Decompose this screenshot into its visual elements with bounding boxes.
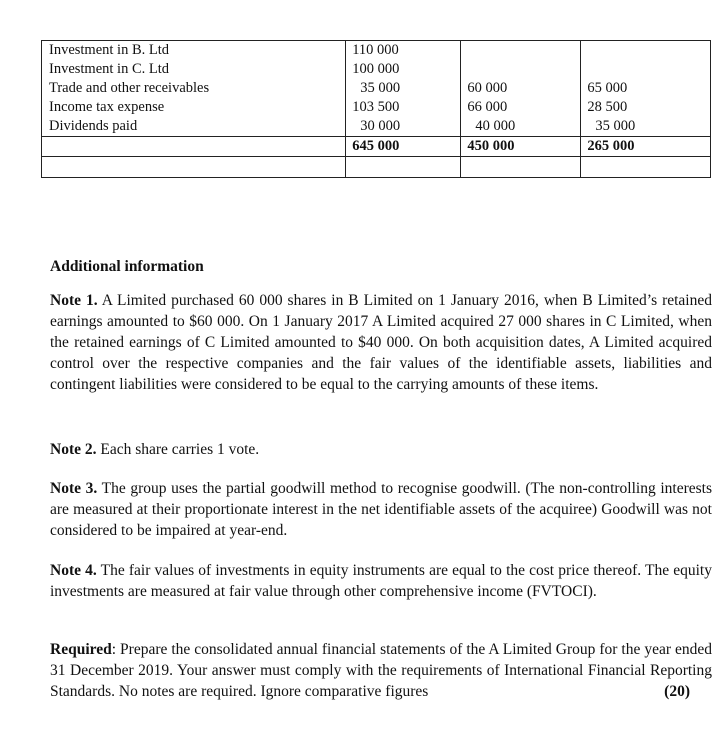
section-heading: Additional information <box>50 258 204 275</box>
total-a: 645 000 <box>346 137 461 157</box>
cell-a: 110 000 <box>346 41 461 61</box>
required-label: Required <box>50 641 112 658</box>
table-row <box>42 41 711 61</box>
cell-c: 65 000 <box>581 79 711 98</box>
note-4-label: Note 4 <box>50 562 93 579</box>
table-row <box>42 117 711 137</box>
row-label: Income tax expense <box>42 98 346 117</box>
table-row <box>42 79 711 98</box>
total-b: 450 000 <box>461 137 581 157</box>
row-label: Dividends paid <box>42 117 346 137</box>
note-4: Note 4. The fair values of investments in equity instruments are equal to the cost price thereof. The equity investments are measured at fair value through other comprehensive income (FVTOCI). <box>50 562 712 600</box>
blank-row <box>42 157 711 178</box>
cell-a: 35 000 <box>346 79 461 98</box>
note-1: Note 1. A Limited purchased 60 000 shares in B Limited on 1 January 2016, when B Limited’s retained earnings amounted to $60 000. On 1 January 2017 A Limited acquired 27 000 shares in C Limited, when the retained earnings of C Limited amounted to $40 000. On both acquisition dates, A Limited acquired control over the respective companies and the fair values of the identifiable assets, liabilities and contingent liabilities were considered to be equal to the carrying amounts of these items. <box>50 292 712 393</box>
cell-c: 28 500 <box>581 98 711 117</box>
row-label: Investment in B. Ltd <box>42 41 346 61</box>
cell-b <box>461 60 581 79</box>
required: Required: Prepare the consolidated annual financial statements of the A Limited Group for the year ended 31 December 2019. Your answer must comply with the requirements of International Financial Reporting Standards. No notes are required. Ignore comparative figures (20) <box>50 641 712 700</box>
blank-cell <box>581 157 711 178</box>
blank-cell <box>461 157 581 178</box>
note-1-text: A Limited purchased 60 000 shares in B Limited on 1 January 2016, when B Limited’s retained earnings amounted to $60 000. On 1 January 2017 A Limited acquired 27 000 shares in C Limited, when the retained earnings of C Limited amounted to $40 000. On both acquisition dates, A Limited acquired control over the respective companies and the fair values of the identifiable assets, liabilities and contingent liabilities were considered to be equal to the carrying amounts of these items. <box>50 292 712 393</box>
note-4-text: The fair values of investments in equity instruments are equal to the cost price thereof. The equity investments are measured at fair value through other comprehensive income (FVTOCI). <box>50 562 712 600</box>
blank-cell <box>346 157 461 178</box>
cell-a: 100 000 <box>346 60 461 79</box>
cell-a: 30 000 <box>346 117 461 137</box>
cell-b: 40 000 <box>461 117 581 137</box>
note-2: Note 2. Each share carries 1 vote. <box>50 441 260 458</box>
row-label: Trade and other receivables <box>42 79 346 98</box>
cell-c <box>581 60 711 79</box>
total-c: 265 000 <box>581 137 711 157</box>
note-3: Note 3. The group uses the partial goodwill method to recognise goodwill. (The non-controlling interests are measured at their proportionate interest in the net identifiable assets of the acquiree) Goodwill was not considered to be impaired at year-end. <box>50 480 712 539</box>
required-text: Prepare the consolidated annual financial statements of the A Limited Group for the year ended 31 December 2019. Your answer must comply with the requirements of International Financial Reporting Standards. No notes are required. Ignore comparative figures <box>50 641 712 700</box>
row-label: Investment in C. Ltd <box>42 60 346 79</box>
note-3-label: Note 3 <box>50 480 94 497</box>
cell-a: 103 500 <box>346 98 461 117</box>
table-row <box>42 98 711 117</box>
cell-b: 60 000 <box>461 79 581 98</box>
cell-b: 66 000 <box>461 98 581 117</box>
note-3-text: The group uses the partial goodwill method to recognise goodwill. (The non-controlling interests are measured at their proportionate interest in the net identifiable assets of the acquiree) Goodwill was not considered to be impaired at year-end. <box>50 480 712 539</box>
totals-row <box>42 137 711 157</box>
cell-b <box>461 41 581 61</box>
note-1-label: Note 1 <box>50 292 94 309</box>
trial-balance-table <box>41 40 711 178</box>
table-row <box>42 60 711 79</box>
note-2-label: Note 2 <box>50 441 93 458</box>
cell-c: 35 000 <box>581 117 711 137</box>
marks: (20) <box>664 683 690 700</box>
blank-cell <box>42 157 346 178</box>
cell-c <box>581 41 711 61</box>
note-2-text: Each share carries 1 vote. <box>100 441 260 458</box>
totals-label <box>42 137 346 157</box>
